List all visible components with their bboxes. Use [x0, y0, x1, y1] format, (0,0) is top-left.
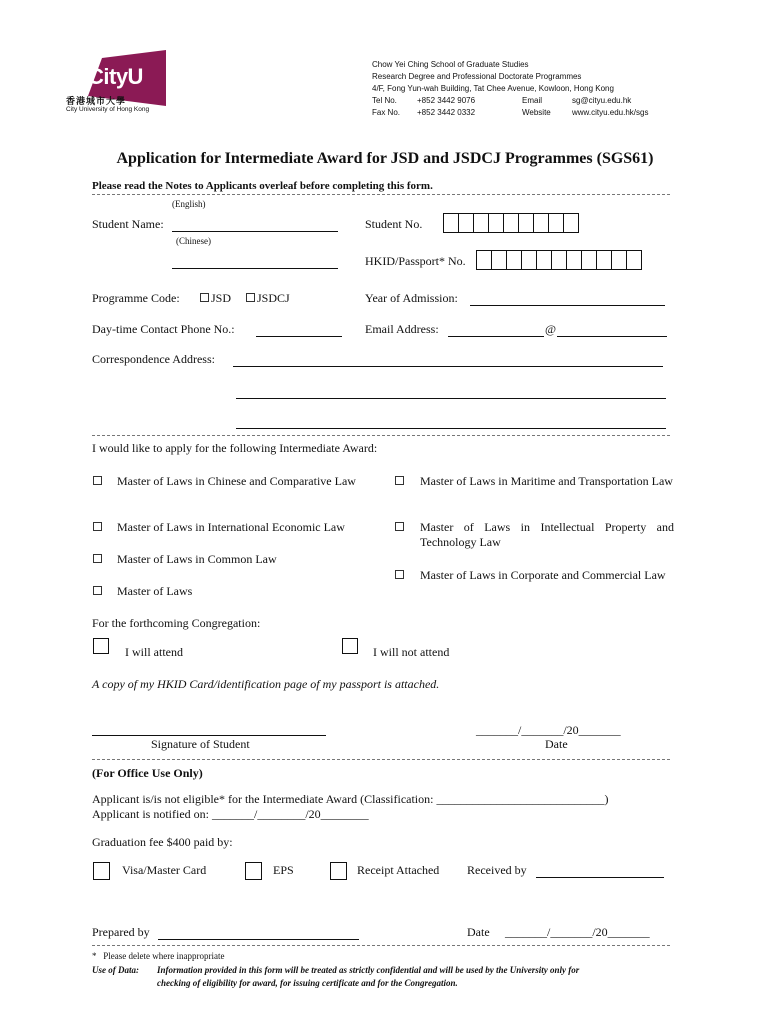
website-value: www.cityu.edu.hk/sgs	[572, 108, 649, 117]
award-checkbox-corporate-commercial[interactable]	[395, 570, 404, 579]
award-option-label: Master of Laws in Chinese and Comparative Law	[117, 474, 356, 488]
jsd-option-label: JSD	[211, 291, 232, 305]
congregation-label: For the forthcoming Congregation:	[92, 616, 261, 630]
prepared-by-field[interactable]	[158, 925, 359, 940]
visa-mastercard-checkbox[interactable]	[93, 862, 110, 880]
logo-english-name: City University of Hong Kong	[66, 106, 150, 113]
divider	[92, 435, 670, 436]
award-intro: I would like to apply for the following Intermediate Award:	[92, 441, 378, 455]
address-line-2[interactable]	[236, 384, 666, 399]
year-of-admission-field[interactable]	[470, 291, 665, 306]
use-of-data-text-2: checking of eligibility for award, for issuing certificate and for the Congregation.	[157, 978, 458, 988]
tel-value: +852 3442 9076	[417, 96, 476, 105]
logo-chinese-name: 香港城市大學	[66, 96, 127, 106]
form-title: Application for Intermediate Award for JSD and JSDCJ Programmes (SGS61)	[116, 150, 654, 167]
divider	[92, 945, 670, 946]
office-date-label: Date	[467, 925, 490, 939]
award-checkbox-common-law[interactable]	[93, 554, 102, 563]
student-name-english-field[interactable]	[172, 217, 338, 232]
office-name: Research Degree and Professional Doctorate Programmes	[372, 72, 582, 81]
school-header	[372, 59, 649, 119]
award-option-label: Master of Laws in Maritime and Transportation Law	[420, 474, 673, 488]
received-by-label: Received by	[467, 863, 527, 877]
eligibility-text: Applicant is/is not eligible* for the Intermediate Award (Classification: ____________________________)	[92, 792, 609, 806]
signature-date-label: Date	[545, 737, 568, 751]
will-not-attend-label: I will not attend	[373, 645, 450, 659]
use-of-data-label: Use of Data:	[92, 965, 139, 975]
signature-date-field[interactable]: _______/_______/20_______	[476, 723, 621, 737]
hkid-boxes[interactable]	[476, 250, 641, 270]
prepared-by-label: Prepared by	[92, 925, 150, 939]
student-name-label: Student Name:	[92, 217, 164, 231]
logo-brand-text: CityU	[88, 64, 143, 89]
student-name-chinese-field[interactable]	[172, 254, 338, 269]
address-line-1[interactable]	[233, 352, 663, 367]
award-checkbox-intellectual-property[interactable]	[395, 522, 404, 531]
english-hint: (English)	[172, 199, 206, 209]
signature-line[interactable]	[92, 723, 326, 736]
eps-checkbox[interactable]	[245, 862, 262, 880]
address-line-3[interactable]	[236, 414, 666, 429]
will-not-attend-checkbox[interactable]	[342, 638, 358, 654]
email-label: Email	[522, 96, 543, 105]
notified-text: Applicant is notified on: _______/________/20________	[92, 807, 369, 821]
jsdcj-checkbox[interactable]	[246, 293, 255, 302]
year-of-admission-label: Year of Admission:	[365, 291, 458, 305]
signature-label: Signature of Student	[151, 737, 250, 751]
eps-label: EPS	[273, 863, 294, 877]
fax-value: +852 3442 0332	[417, 108, 476, 117]
award-checkbox-chinese-comparative[interactable]	[93, 476, 102, 485]
office-use-heading: (For Office Use Only)	[92, 766, 203, 780]
receipt-attached-label: Receipt Attached	[357, 863, 440, 877]
award-checkbox-international-economic[interactable]	[93, 522, 102, 531]
correspondence-address-label: Correspondence Address:	[92, 352, 215, 366]
delete-note: * Please delete where inappropriate	[92, 951, 225, 961]
email-user-field[interactable]	[448, 322, 544, 337]
email-at-sign: @	[545, 322, 557, 336]
phone-label: Day-time Contact Phone No.:	[92, 322, 235, 336]
office-address: 4/F, Fong Yun-wah Building, Tat Chee Avenue, Kowloon, Hong Kong	[372, 84, 614, 93]
email-domain-field[interactable]	[557, 322, 667, 337]
school-name: Chow Yei Ching School of Graduate Studies	[372, 60, 529, 69]
graduation-fee-text: Graduation fee $400 paid by:	[92, 835, 233, 849]
will-attend-label: I will attend	[125, 645, 183, 659]
will-attend-checkbox[interactable]	[93, 638, 109, 654]
receipt-attached-checkbox[interactable]	[330, 862, 347, 880]
student-no-boxes[interactable]	[443, 213, 578, 233]
student-no-label: Student No.	[365, 217, 423, 231]
hkid-copy-note: A copy of my HKID Card/identification page of my passport is attached.	[92, 677, 440, 691]
programme-code-label: Programme Code:	[92, 291, 180, 305]
received-by-field[interactable]	[536, 863, 664, 878]
fax-label: Fax No.	[372, 108, 401, 117]
tel-label: Tel No.	[372, 96, 397, 105]
jsdcj-option-label: JSDCJ	[257, 291, 290, 305]
phone-field[interactable]	[256, 322, 342, 337]
website-label: Website	[522, 108, 551, 117]
divider	[92, 194, 670, 195]
award-option-label: Master of Laws in Corporate and Commercial Law	[420, 568, 666, 582]
email-value: sg@cityu.edu.hk	[572, 96, 632, 105]
use-of-data-text: Information provided in this form will be treated as strictly confidential and will be used by the University only for	[157, 965, 580, 975]
award-checkbox-master-of-laws[interactable]	[93, 586, 102, 595]
notes-instruction: Please read the Notes to Applicants overleaf before completing this form.	[92, 180, 433, 192]
visa-mastercard-label: Visa/Master Card	[122, 863, 207, 877]
chinese-hint: (Chinese)	[176, 236, 211, 246]
award-option-label: Master of Laws in Common Law	[117, 552, 277, 566]
award-option-label: Master of Laws	[117, 584, 193, 598]
award-option-label: Master of Laws in International Economic Law	[117, 520, 345, 534]
hkid-label: HKID/Passport* No.	[365, 254, 466, 268]
divider	[92, 759, 670, 760]
email-address-label: Email Address:	[365, 322, 439, 336]
university-logo	[62, 46, 174, 118]
award-checkbox-maritime[interactable]	[395, 476, 404, 485]
award-option-label: Master of Laws in Intellectual Property and Technology Law	[420, 520, 674, 549]
office-date-field[interactable]: _______/_______/20_______	[505, 925, 650, 939]
jsd-checkbox[interactable]	[200, 293, 209, 302]
